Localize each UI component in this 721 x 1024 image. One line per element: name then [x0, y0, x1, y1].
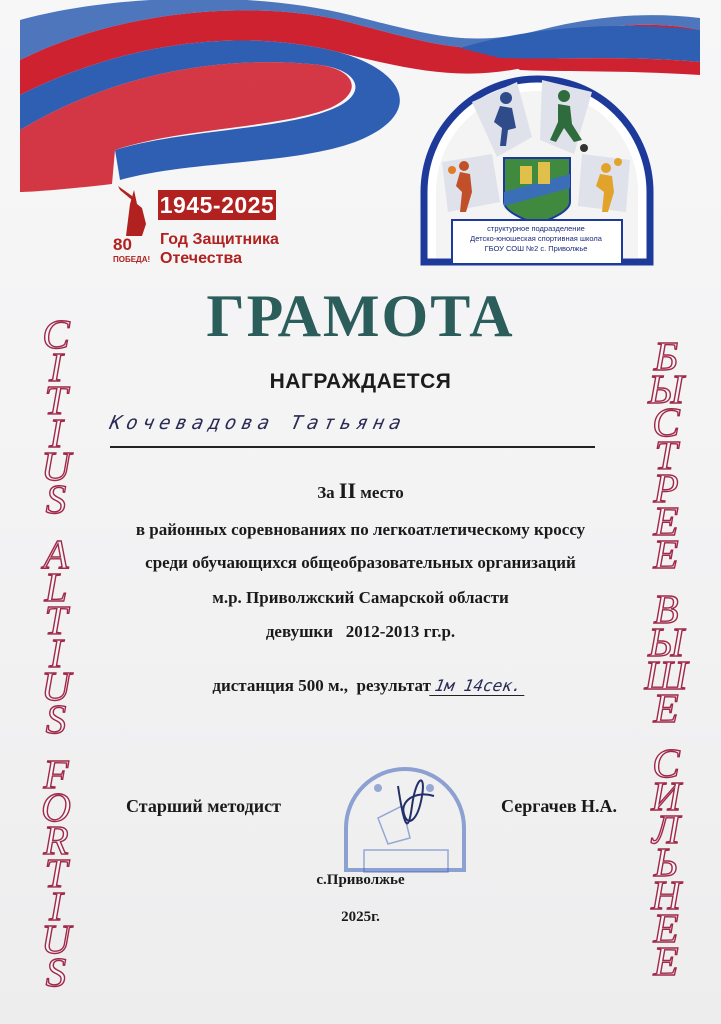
motto-letter: Е: [653, 498, 679, 544]
motto-letter: T: [44, 850, 68, 896]
motto-letter: A: [43, 531, 69, 577]
badge-line1: Год Защитника: [160, 231, 279, 248]
body-line-4: девушки 2012-2013 гг.р.: [265, 622, 456, 641]
place-number: II: [338, 478, 357, 503]
badge-line2: Отечества: [160, 250, 243, 267]
motto-letter: S: [45, 949, 67, 995]
motto-letter: L: [44, 564, 68, 610]
place-prefix: За: [317, 483, 335, 502]
motto-letter: С: [652, 740, 680, 786]
motto-letter: S: [45, 476, 67, 522]
emblem-caption-line2: Детско-юношеская спортивная школа: [470, 234, 602, 243]
awarded-heading: НАГРАЖДАЕТСЯ: [269, 370, 452, 393]
motto-letter: Л: [652, 806, 680, 852]
place-suffix: место: [360, 483, 404, 502]
motto-letter: Е: [653, 685, 679, 731]
distance-result-label: дистанция 500 м., результат: [212, 676, 431, 695]
emblem-caption-line3: ГБОУ СОШ №2 с. Приволжье: [484, 244, 588, 253]
motto-letter: Ы: [648, 619, 684, 665]
result-handwritten: 1м 14сек.: [429, 676, 527, 696]
motto-letter: F: [43, 751, 69, 797]
signature-position: Старший методист: [126, 796, 281, 816]
motto-letter: С: [652, 399, 680, 445]
motto-letter: Н: [651, 872, 681, 918]
motto-letter: Ы: [648, 366, 684, 412]
motto-letter: U: [41, 443, 71, 489]
certificate-title: ГРАМОТА: [206, 283, 515, 349]
body-line-3: м.р. Приволжский Самарской области: [212, 588, 509, 607]
city: с.Приволжье: [316, 872, 405, 888]
motto-letter: Е: [653, 531, 679, 577]
motto-letter: O: [41, 784, 71, 830]
motto-letter: Ш: [644, 652, 688, 698]
body-line-2: среди обучающихся общеобразовательных организаций: [145, 553, 576, 572]
motto-letter: U: [41, 663, 71, 709]
volleyball-player-icon: [578, 154, 630, 212]
badge-years: 1945-2025: [159, 192, 275, 218]
signature-name: Сергачев Н.А.: [501, 796, 618, 816]
motto-letter: I: [49, 883, 63, 929]
motto-letter: Р: [653, 465, 679, 511]
motto-letter: I: [49, 344, 63, 390]
motto-letter: U: [41, 916, 71, 962]
motto-letter: R: [43, 817, 69, 863]
emblem-caption: [462, 224, 610, 254]
motto-letter: T: [44, 377, 68, 423]
badge-80: 80: [113, 235, 132, 254]
motto-letter: T: [44, 597, 68, 643]
motto-letter: C: [42, 311, 70, 357]
body-line-5: [0, 652, 721, 716]
motto-letter: Ь: [653, 839, 679, 885]
place-line: [0, 478, 721, 504]
motto-letter: В: [653, 586, 679, 632]
badge-pobeda: ПОБЕДА!: [113, 255, 151, 264]
body-line-1: в районных соревнованиях по легкоатлетическому кроссу: [135, 520, 586, 539]
emblem-caption-line1: структурное подразделение: [487, 224, 585, 233]
motto-letter: Б: [653, 333, 679, 379]
recipient-underline: [110, 446, 595, 448]
motto-letter: Е: [653, 905, 679, 951]
recipient-name-handwritten: Кочевадова Татьяна: [107, 412, 409, 434]
motto-letter: S: [45, 696, 67, 742]
motto-letter: Е: [653, 938, 679, 984]
badge-caption: [160, 230, 279, 268]
basketball-player-icon: [442, 154, 500, 212]
school-stamp: [338, 766, 472, 876]
motto-letter: Т: [654, 432, 678, 478]
motto-letter: I: [49, 410, 63, 456]
year: 2025г.: [341, 909, 380, 925]
coat-of-arms-icon: [504, 158, 570, 224]
motto-letter: I: [49, 630, 63, 676]
motto-letter: И: [651, 773, 681, 819]
